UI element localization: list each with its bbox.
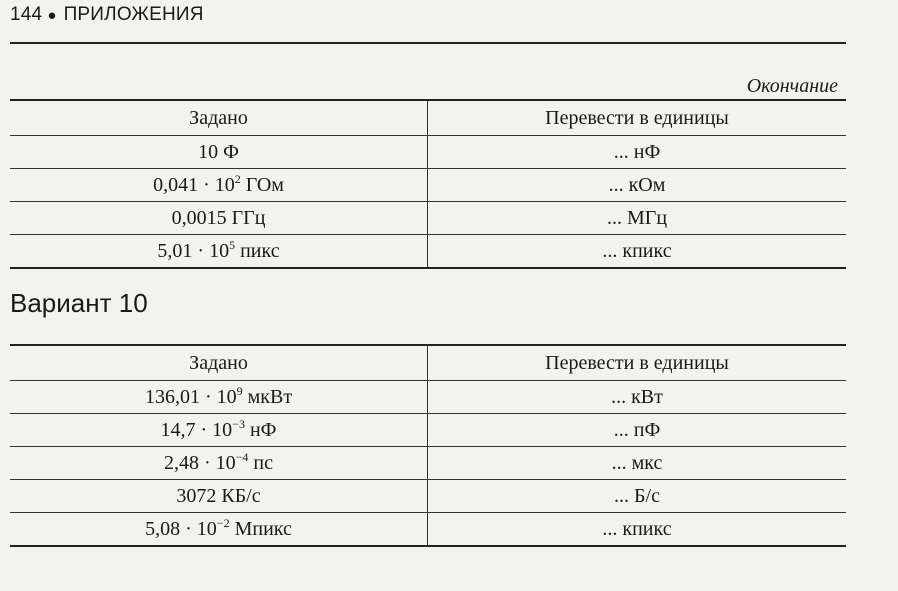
given-cell [10, 414, 428, 447]
table-caption: Окончание [746, 75, 838, 97]
table-row [10, 513, 846, 547]
given-base: 2,48 · 10 [163, 451, 236, 474]
given-base: 5,01 · 10 [157, 239, 230, 262]
given-exponent: −4 [235, 449, 249, 464]
conversion-table-2 [10, 344, 846, 547]
section-name: ПРИЛОЖЕНИЯ [63, 4, 204, 25]
given-unit: пс [248, 451, 274, 474]
variant-title: Вариант 10 [10, 288, 148, 318]
given-unit: мкВт [242, 385, 293, 408]
convert-cell: ... МГц [428, 202, 847, 235]
table-row [10, 480, 846, 513]
table-row [10, 447, 846, 480]
given-cell [10, 169, 428, 202]
given-exponent: −2 [216, 515, 230, 530]
column-header-given: Задано [10, 345, 428, 381]
given-unit: Мпикс [229, 517, 292, 540]
header-rule [10, 42, 846, 44]
convert-cell: ... кпикс [428, 235, 847, 269]
given-base: 136,01 · 10 [144, 385, 237, 408]
given-cell [10, 513, 428, 547]
given-unit: пикс [235, 239, 280, 262]
table-row [10, 414, 846, 447]
given-exponent: −3 [232, 416, 245, 431]
given-cell: 3072 КБ/с [10, 480, 428, 513]
given-unit: ГОм [240, 173, 284, 196]
column-header-given: Задано [10, 100, 428, 136]
given-unit: нФ [244, 418, 277, 441]
given-cell: 10 Ф [10, 136, 428, 169]
table-row [10, 169, 846, 202]
table-row [10, 136, 846, 169]
convert-cell: ... нФ [428, 136, 847, 169]
given-base: 14,7 · 10 [160, 418, 233, 441]
given-cell [10, 381, 428, 414]
given-base: 0,041 · 10 [153, 173, 235, 196]
convert-cell: ... Б/с [428, 480, 847, 513]
column-header-convert: Перевести в единицы [428, 345, 847, 381]
given-exponent: 2 [234, 171, 241, 186]
given-cell [10, 447, 428, 480]
column-header-convert: Перевести в единицы [428, 100, 847, 136]
convert-cell: ... пФ [428, 414, 847, 447]
table-row [10, 235, 846, 269]
convert-cell: ... кпикс [428, 513, 847, 547]
page-header [10, 4, 204, 26]
table-row [10, 381, 846, 414]
given-exponent: 9 [236, 383, 243, 398]
given-cell [10, 235, 428, 269]
page-number: 144 [10, 4, 43, 25]
given-base: 5,08 · 10 [145, 517, 217, 540]
given-exponent: 5 [229, 237, 236, 252]
convert-cell: ... кВт [428, 381, 847, 414]
given-cell: 0,0015 ГГц [10, 202, 428, 235]
convert-cell: ... кОм [428, 169, 847, 202]
conversion-table-1 [10, 99, 846, 269]
convert-cell: ... мкс [428, 447, 847, 480]
bullet-icon: ● [47, 6, 57, 24]
table-row [10, 202, 846, 235]
